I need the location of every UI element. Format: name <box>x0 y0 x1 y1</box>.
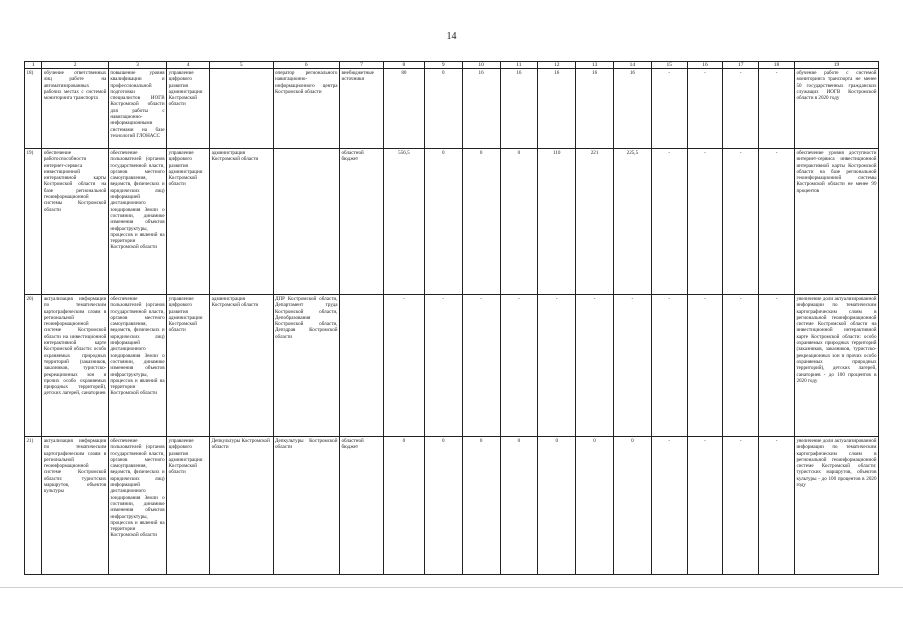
co-executor: администрация Костромской области <box>210 295 273 437</box>
activity-goal: обеспечение пользователей (органов государственной власти, органов местного самоуправления, ведомств, физических и юридических лиц) информацией дистанционного зондирования Земли о состоянии, динамике изменения объектов инфраструктуры, процессов и явлений на территории Костромской области <box>108 149 166 295</box>
co-executor <box>210 69 273 149</box>
funding-year: 16 <box>576 69 614 149</box>
funding-year: - <box>424 295 462 437</box>
funding-total: 0 <box>383 437 424 575</box>
funding-year: 0 <box>538 437 576 575</box>
scan-edge-line <box>0 587 903 588</box>
funding-year: - <box>759 149 795 295</box>
column-header: 4 <box>167 62 210 69</box>
column-header: 10 <box>462 62 500 69</box>
page-number: 14 <box>446 31 457 42</box>
funding-year: - <box>687 437 723 575</box>
activity-goal: повышение уровня квалификации и профессиональной подготовки специалистов ИОГВ Костромской области для работы с навигационно-информационными системами на базе технологий ГЛОНАСС <box>108 69 166 149</box>
activity-name: обучение ответственных лиц работе на автоматизированных рабочих местах с системой мониторинга транспорта <box>42 69 108 149</box>
funding-year: 221 <box>576 149 614 295</box>
funding-year: 16 <box>500 69 538 149</box>
column-number-row <box>25 62 879 69</box>
funding-year: 0 <box>613 437 651 575</box>
row-number: 20) <box>25 295 42 437</box>
table-row <box>25 69 879 149</box>
column-header: 15 <box>651 62 687 69</box>
participant: оператор регионального навигационно-информационного центра Костромской области <box>273 69 339 149</box>
funding-year: - <box>651 149 687 295</box>
column-header: 18 <box>759 62 795 69</box>
funding-year: - <box>687 69 723 149</box>
column-header: 17 <box>723 62 759 69</box>
table-row <box>25 149 879 295</box>
funding-year: - <box>723 149 759 295</box>
funding-source: областной бюджет <box>339 437 383 575</box>
funding-year: 225,5 <box>613 149 651 295</box>
funding-total: - <box>383 295 424 437</box>
funding-year: 0 <box>576 437 614 575</box>
participant: ДПР Костромской области, Департамент труда Костромской области, Депобразования Костромской области, Депздрав Костромской области <box>273 295 339 437</box>
funding-source <box>339 295 383 437</box>
column-header: 14 <box>613 62 651 69</box>
funding-year: - <box>723 295 759 437</box>
funding-total: 80 <box>383 69 424 149</box>
funding-source: областной бюджет <box>339 149 383 295</box>
column-header: 7 <box>339 62 383 69</box>
funding-year: - <box>538 295 576 437</box>
column-header: 16 <box>687 62 723 69</box>
activity-goal: обеспечение пользователей (органов государственной власти, органов местного самоуправления, ведомств, физических и юридических лиц) информацией дистанционного зондирования Земли о состоянии, динамике изменения объектов инфраструктуры, процессов и явлений на территории Костромской области <box>108 437 166 575</box>
table-row <box>25 437 879 575</box>
participant <box>273 149 339 295</box>
funding-year: 0 <box>424 69 462 149</box>
funding-year: 0 <box>462 437 500 575</box>
funding-year: - <box>723 437 759 575</box>
responsible-executor: управление цифрового развития администрации Костромской области <box>167 437 210 575</box>
funding-year: - <box>687 149 723 295</box>
funding-year: - <box>651 437 687 575</box>
column-header: 12 <box>538 62 576 69</box>
funding-year: - <box>759 295 795 437</box>
program-activities-table <box>24 61 879 575</box>
activity-name: актуализация информации по тематическим картографическим слоям в региональной геоинформационной системе Костромской области: туристских маршрутов, объектов культуры <box>42 437 108 575</box>
column-header: 9 <box>424 62 462 69</box>
responsible-executor: управление цифрового развития администрации Костромской области <box>167 69 210 149</box>
funding-year: - <box>723 69 759 149</box>
expected-result: увеличение доли актуализированной информации по тематическим картографическим слоям в региональной геоинформационной системе Костромской области: туристских маршрутов, объектов культуры - до 100 процентов в 2020 году <box>794 437 878 575</box>
column-header: 11 <box>500 62 538 69</box>
funding-year: 16 <box>462 69 500 149</box>
activity-goal: обеспечение пользователей (органов государственной власти, органов местного самоуправления, ведомств, физических и юридических лиц) информацией дистанционного зондирования Земли о состоянии, динамике изменения объектов инфраструктуры, процессов и явлений на территории Костромской области <box>108 295 166 437</box>
funding-year: 110 <box>538 149 576 295</box>
co-executor: Депкультуры Костромской области <box>210 437 273 575</box>
column-header: 2 <box>42 62 108 69</box>
co-executor: администрация Костромской области <box>210 149 273 295</box>
funding-year: - <box>576 295 614 437</box>
expected-result: обеспечение уровня доступности интернет-сервиса инвестиционной интерактивной карты Костромской области на базе региональной геоинформационной системы Костромской области не менее 99 процентов <box>794 149 878 295</box>
funding-year: - <box>500 295 538 437</box>
activity-name: обеспечение работоспособности интернет-сервиса инвестиционной интерактивной карты Костромской области на базе региональной геоинформационной системы Костромской области <box>42 149 108 295</box>
funding-year: - <box>651 295 687 437</box>
column-header: 1 <box>25 62 42 69</box>
responsible-executor: управление цифрового развития администрации Костромской области <box>167 149 210 295</box>
column-header: 6 <box>273 62 339 69</box>
column-header: 3 <box>108 62 166 69</box>
row-number: 19) <box>25 149 42 295</box>
column-header: 13 <box>576 62 614 69</box>
funding-year: - <box>613 295 651 437</box>
funding-year: - <box>759 437 795 575</box>
funding-year: - <box>651 69 687 149</box>
column-header: 8 <box>383 62 424 69</box>
funding-year: 0 <box>500 149 538 295</box>
activity-name: актуализация информации по тематическим картографическим слоям в региональной геоинформационной системе Костромской области на инвестиционной интерактивной карте Костромской области: особо охраняемых природных территорий (заказников, заказников, туристско-рекреационных зон и прочих особо охраняемых природных территорий), детских лагерей, санаториев <box>42 295 108 437</box>
funding-year: 0 <box>500 437 538 575</box>
funding-year: - <box>759 69 795 149</box>
table-row <box>25 295 879 437</box>
column-header: 19 <box>794 62 878 69</box>
funding-year: 0 <box>424 149 462 295</box>
funding-year: 0 <box>462 149 500 295</box>
row-number: 18) <box>25 69 42 149</box>
responsible-executor: управление цифрового развития администрации Костромской области <box>167 295 210 437</box>
funding-year: - <box>687 295 723 437</box>
row-number: 21) <box>25 437 42 575</box>
funding-year: 16 <box>538 69 576 149</box>
funding-year: 16 <box>613 69 651 149</box>
participant: Депкультуры Костромской области <box>273 437 339 575</box>
funding-year: 0 <box>424 437 462 575</box>
funding-total: 556,5 <box>383 149 424 295</box>
funding-source: внебюджетные источники <box>339 69 383 149</box>
funding-year: - <box>462 295 500 437</box>
column-header: 5 <box>210 62 273 69</box>
expected-result: обучение работе с системой мониторинга транспорта не менее 50 государственных гражданских служащих ИОГВ Костромской области в 2020 году <box>794 69 878 149</box>
expected-result: увеличение доли актуализированной информации по тематическим картографическим слоям в региональной геоинформационной системе Костромской области на инвестиционной интерактивной карте Костромской области: особо охраняемых природных территорий (заказников, заказников, туристско-рекреационных зон и прочих особо охраняемых природных территорий), детских лагерей, санаториев - до 100 процентов в 2020 году <box>794 295 878 437</box>
